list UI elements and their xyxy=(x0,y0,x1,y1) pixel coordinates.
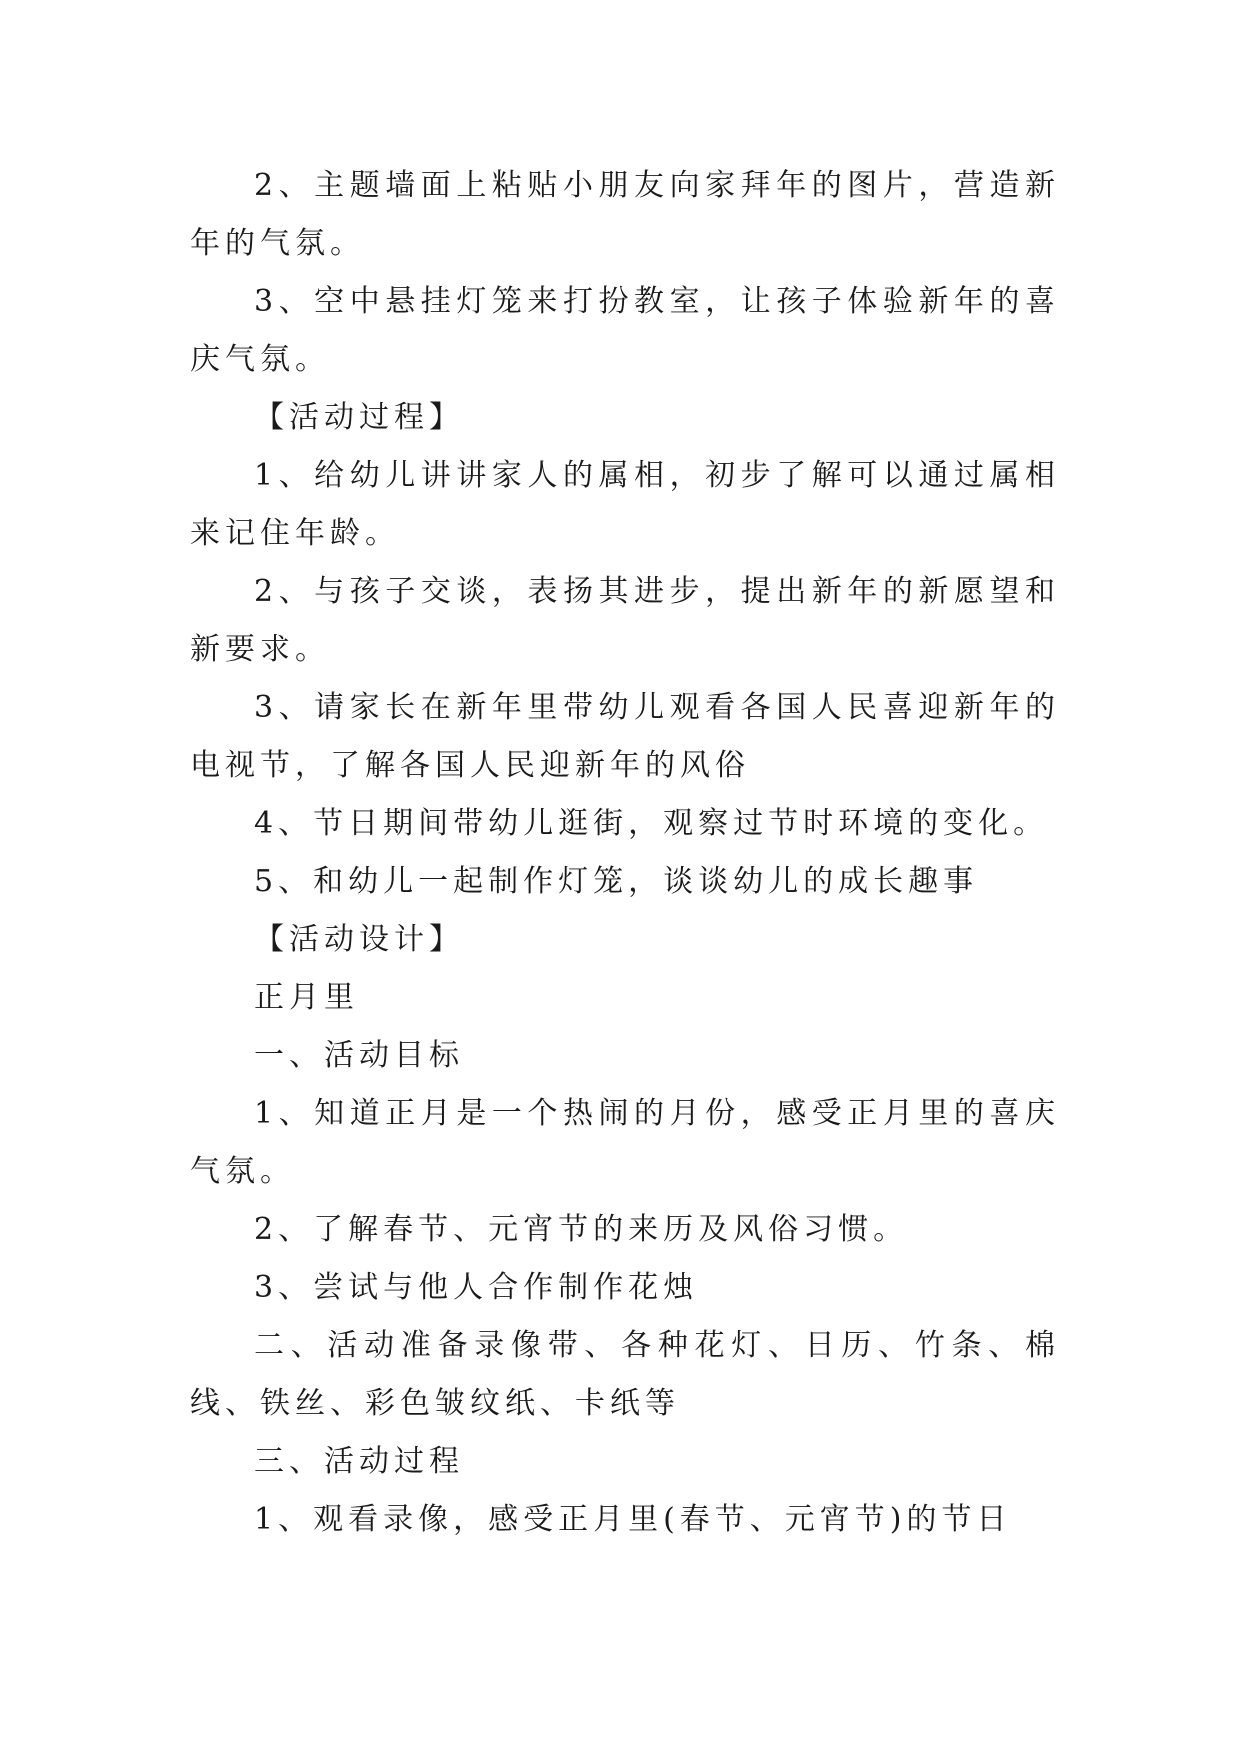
paragraph-process-1: 1、观看录像，感受正月里(春节、元宵节)的节日 xyxy=(254,1502,1012,1537)
lesson-title: 正月里 xyxy=(254,980,359,1015)
paragraph-wall-decoration: 2、主题墙面上粘贴小朋友向家拜年的图片，营造新年的气氛。 xyxy=(190,168,1060,261)
section-heading-activity-process: 【活动过程】 xyxy=(254,400,464,435)
paragraph-goal-1: 1、知道正月是一个热闹的月份，感受正月里的喜庆气氛。 xyxy=(190,1096,1060,1189)
section-heading-activity-design: 【活动设计】 xyxy=(254,922,464,957)
paragraph-goal-2: 2、了解春节、元宵节的来历及风俗习惯。 xyxy=(254,1212,909,1247)
paragraph-preparation: 二、活动准备录像带、各种花灯、日历、竹条、棉线、铁丝、彩色皱纹纸、卡纸等 xyxy=(190,1328,1060,1421)
paragraph-make-lanterns: 5、和幼儿一起制作灯笼，谈谈幼儿的成长趣事 xyxy=(254,864,979,899)
paragraph-goal-3: 3、尝试与他人合作制作花烛 xyxy=(254,1270,699,1305)
paragraph-lanterns: 3、空中悬挂灯笼来打扮教室，让孩子体验新年的喜庆气氛。 xyxy=(190,284,1060,377)
paragraph-tv-program: 3、请家长在新年里带幼儿观看各国人民喜迎新年的电视节，了解各国人民迎新年的风俗 xyxy=(190,690,1060,783)
document-body xyxy=(190,157,1060,1549)
paragraph-talk: 2、与孩子交谈，表扬其进步，提出新年的新愿望和新要求。 xyxy=(190,574,1060,667)
subheading-goals: 一、活动目标 xyxy=(254,1038,464,1073)
subheading-process: 三、活动过程 xyxy=(254,1444,464,1479)
paragraph-street: 4、节日期间带幼儿逛街，观察过节时环境的变化。 xyxy=(254,806,1049,841)
paragraph-zodiac: 1、给幼儿讲讲家人的属相，初步了解可以通过属相来记住年龄。 xyxy=(190,458,1060,551)
